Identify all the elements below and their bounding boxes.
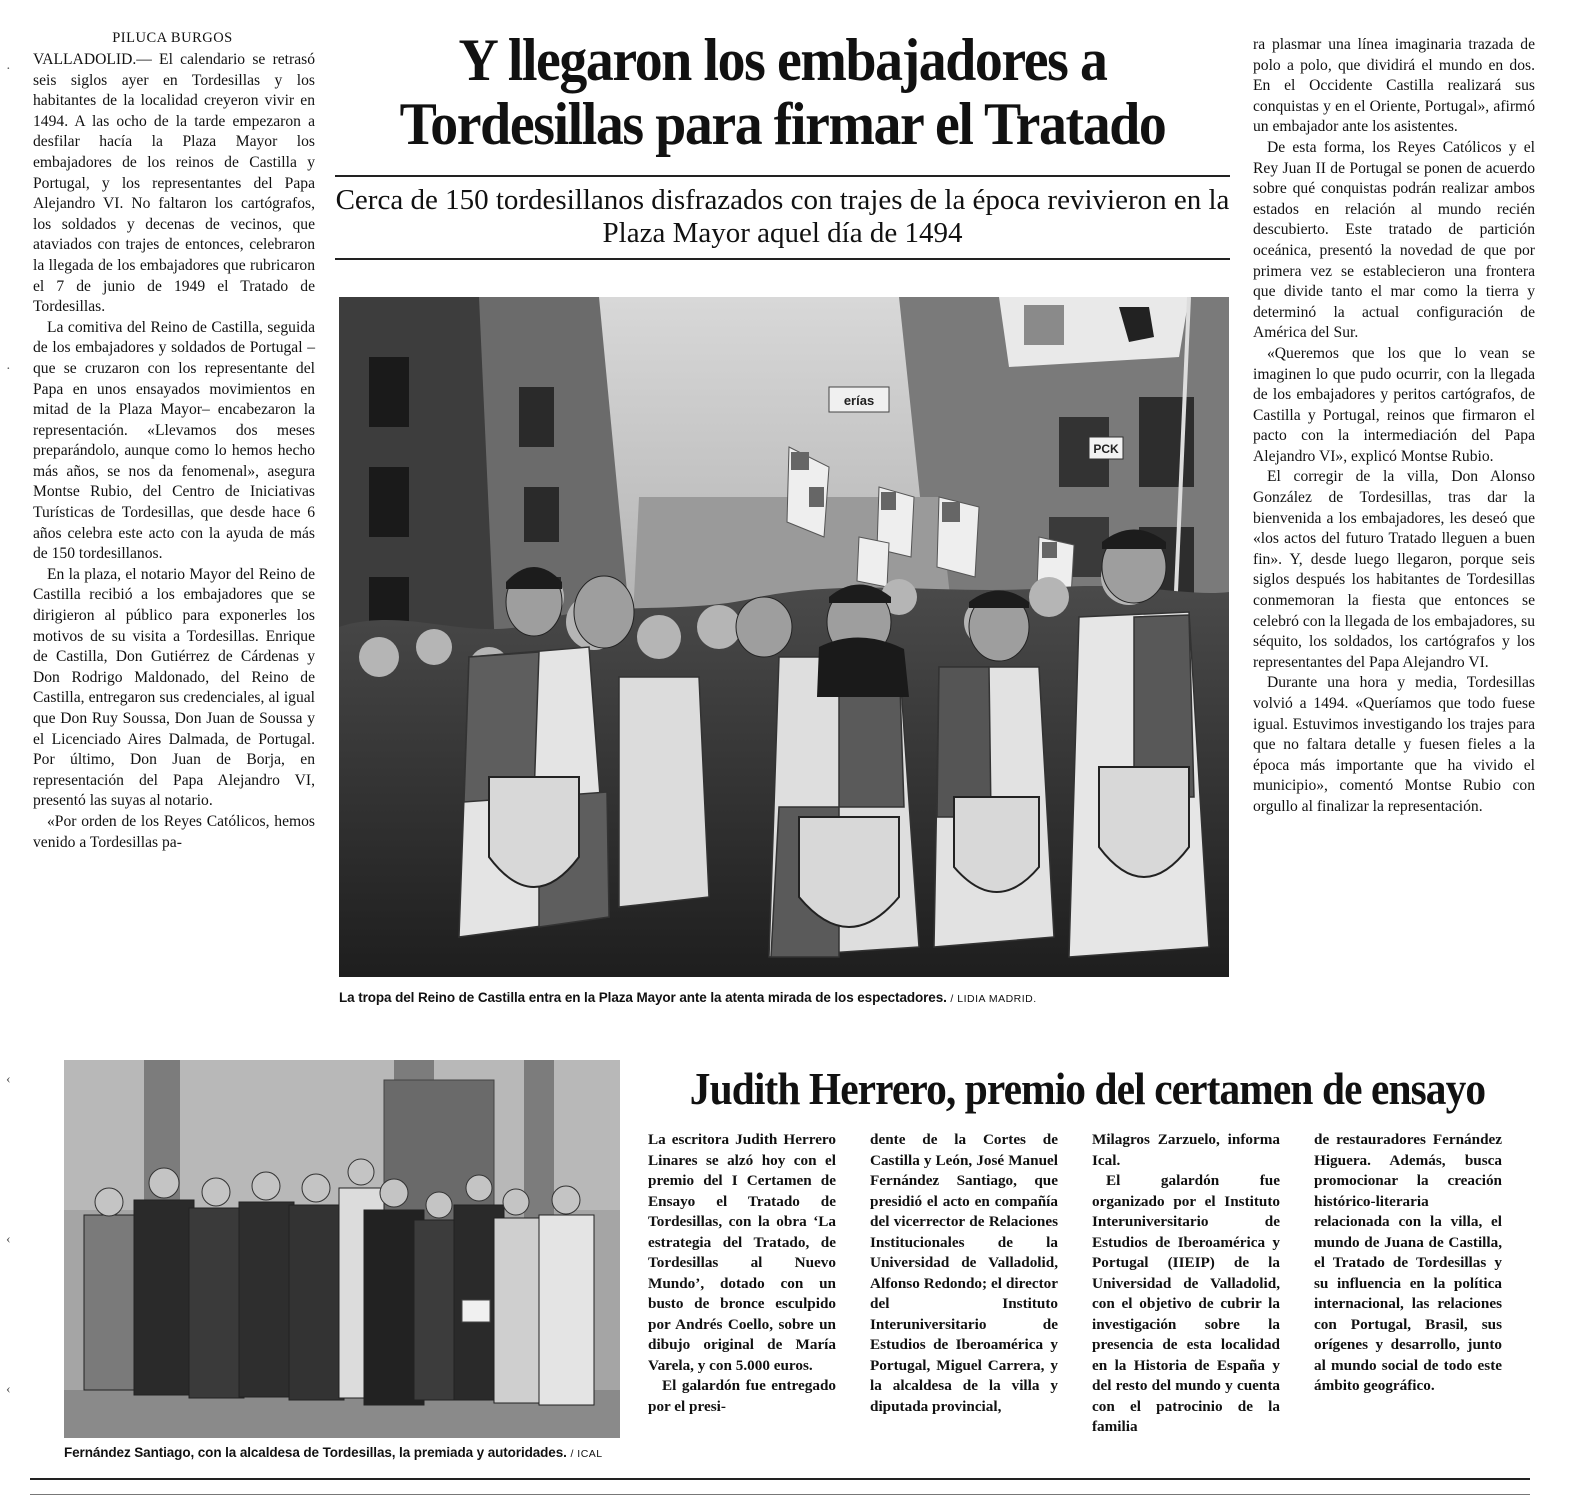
- award-photo-caption: [64, 1445, 603, 1460]
- paragraph: El corregir de la villa, Don Alonso González de Tordesillas, tras dar la bienvenida a los embajadores, les deseó que «los actos del futuro Tratado lleguen a buen fin». Y, desde luego llegaron, porque seis siglos después los habitantes de Tordesillas conmemoran la fiesta que entonces se celebró con la llegada de los embajadores, su séquito, los soldados, los cartógrafos y los representantes del Papa Alejandro VI.: [1253, 468, 1535, 671]
- margin-mark: ‹: [6, 1382, 11, 1397]
- margin-mark: ·: [6, 62, 11, 77]
- award-photo: [64, 1060, 620, 1438]
- photo-credit: / LIDIA MADRID.: [950, 993, 1037, 1005]
- paragraph: En la plaza, el notario Mayor del Reino de Castilla recibió a los embajadores que se dirigieron al público para exponerles los motivos de su visita a Tordesillas. Enrique de Castilla, Don Gutiérrez de Cárdenas y Don Rodrigo Maldonado, del Reino de Castilla, entregaron sus credenciales, al igual que Don Ruy Soussa, Don Juan de Soussa y el Licenciado Aires Dalmada, de Portugal. Por último, Don Juan de Borja, en representación del Papa Alejandro VI, presentó las suyas al notario.: [33, 565, 315, 810]
- paragraph: Milagros Zarzuelo, informa Ical.: [1092, 1131, 1280, 1169]
- award-column-3: [1092, 1130, 1280, 1438]
- bottom-rule-2: [30, 1494, 1530, 1495]
- photo-caption: [339, 990, 1037, 1005]
- award-photo-image: [64, 1060, 620, 1438]
- award-column-4: [1314, 1130, 1502, 1397]
- margin-mark: ‹: [6, 1232, 11, 1247]
- right-column: [1253, 35, 1535, 818]
- bottom-rule: [30, 1478, 1530, 1480]
- paragraph: dente de la Cortes de Castilla y León, José Manuel Fernández Santiago, que presidió el acto en compañía del vicerrector de Relaciones Institucionales de la Universidad de Valladolid, Alfonso Redondo; el director del Instituto Interuniversitario de Estudios de Iberoamérica y Portugal, Miguel Carrera, y la alcaldesa de la villa y diputada provincial,: [870, 1131, 1058, 1415]
- byline: PILUCA BURGOS: [112, 30, 233, 46]
- shop-sign-text: erías: [843, 393, 875, 408]
- paragraph: El galardón fue entregado por el presi-: [648, 1377, 836, 1415]
- subhead-rule: [335, 258, 1230, 260]
- award-column-2: [870, 1130, 1058, 1417]
- paragraph: de restauradores Fernández Higuera. Además, busca promocionar la creación histórico-literaria relacionada con la villa, el mundo de Juana de Castilla, el Tratado de Tordesillas y su influencia en la política internacional, las relaciones con Portugal, Brasil, sus orígenes y desarrollo, junto al mundo social de todo este ámbito geográfico.: [1314, 1131, 1502, 1394]
- pck-sign-text: PCK: [1093, 442, 1119, 456]
- paragraph: «Queremos que los que lo vean se imaginen lo que pudo ocurrir, con la llegada de los embajadores y peritos cartógrafos, de Castilla y Portugal, reinos que firmaron el pacto con la intermediación del Papa Alejandro VI», explicó Montse Rubio.: [1253, 344, 1535, 465]
- paragraph: El galardón fue organizado por el Instituto Interuniversitario de Estudios de Iberoamérica y Portugal (IIEIP) de la Universidad de Valladolid, con el objetivo de cubrir la investigación sobre la presencia de esta localidad en la Historia de España y del resto del mundo y cuenta con el patrocinio de la familia: [1092, 1172, 1280, 1435]
- parade-photo: [339, 297, 1229, 977]
- left-column: [33, 50, 315, 853]
- paragraph: La comitiva del Reino de Castilla, seguida de los embajadores y soldados de Portugal –que se cruzaron con los representante del Papa en unos ensayados movimientos en mitad de la Plaza Mayor– encabezaron la representación. «Llevamos dos meses preparándolo, aunque como lo hemos hecho más años, se nos da fenomenal», asegura Montse Rubio, del Centro de Iniciativas Turísticas de Tordesillas, que desde hace 6 años celebra este acto con la ayuda de más de 150 tordesillanos.: [33, 318, 315, 563]
- paragraph: VALLADOLID.— El calendario se retrasó seis siglos ayer en Tordesillas y los habitantes de la localidad creyeron vivir en 1494. A las ocho de la tarde empezaron a desfilar hacía la Plaza Mayor los embajadores de los reinos de Castilla y Portugal, y los representantes del Papa Alejandro VI. No faltaron los cartógrafos, los soldados y decenas de vecinos, que ataviados con trajes de entonces, celebraron la llegada de los embajadores que rubricaron el 7 de junio de 1949 el Tratado de Tordesillas.: [33, 51, 315, 316]
- paragraph: «Por orden de los Reyes Católicos, hemos venido a Tordesillas pa-: [33, 812, 315, 851]
- headline-rule: [335, 175, 1230, 177]
- award-column-1: [648, 1130, 836, 1417]
- award-photo-credit: / ICAL: [570, 1448, 603, 1460]
- subheadline: Cerca de 150 tordesillanos disfrazados con trajes de la época revivieron en la Plaza Mayor aquel día de 1494: [335, 184, 1230, 249]
- paragraph: Durante una hora y media, Tordesillas volvió a 1494. «Queríamos que todo fuese igual. Estuvimos investigando los trajes para que no faltara detalle y fuesen fieles a la época más importante que ha vivido el municipio», comentó Montse Rubio con orgullo al finalizar la representación.: [1253, 674, 1535, 815]
- paragraph: ra plasmar una línea imaginaria trazada de polo a polo, que dividirá el mundo en dos. En el Occidente Castilla realizará sus conquistas y en el Oriente, Portugal», afirmó un embajador ante los asistentes.: [1253, 36, 1535, 136]
- margin-mark: ·: [6, 362, 11, 377]
- paragraph: De esta forma, los Reyes Católicos y el Rey Juan II de Portugal se ponen de acuerdo sobre qué conquistas podrán realizar ambos estados en relación al mundo recién descubierto. Este tratado de partición oceánica, presentó la novedad de que por primera vez se establecieron una frontera que divide tanto el mar como la tierra y determinó la actual configuración de América del Sur.: [1253, 138, 1535, 342]
- paragraph: La escritora Judith Herrero Linares se alzó hoy con el premio del I Certamen de Ensayo el Tratado de Tordesillas, con la obra ‘La estrategia del Tratado, de Tordesillas al Nuevo Mundo’, dotado con un busto de bronce esculpido por Andrés Coello, sobre un dibujo original de María Varela, y con 5.000 euros.: [648, 1131, 836, 1374]
- parade-photo-image: [339, 297, 1229, 977]
- photo-caption-text: La tropa del Reino de Castilla entra en la Plaza Mayor ante la atenta mirada de los espectadores.: [339, 990, 947, 1005]
- award-caption-text: Fernández Santiago, con la alcaldesa de Tordesillas, la premiada y autoridades.: [64, 1445, 567, 1460]
- headline: Y llegaron los embajadores a Tordesillas para firmar el Tratado: [399, 27, 1166, 157]
- award-headline: Judith Herrero, premio del certamen de ensayo: [689, 1063, 1486, 1114]
- margin-mark: ‹: [6, 1072, 11, 1087]
